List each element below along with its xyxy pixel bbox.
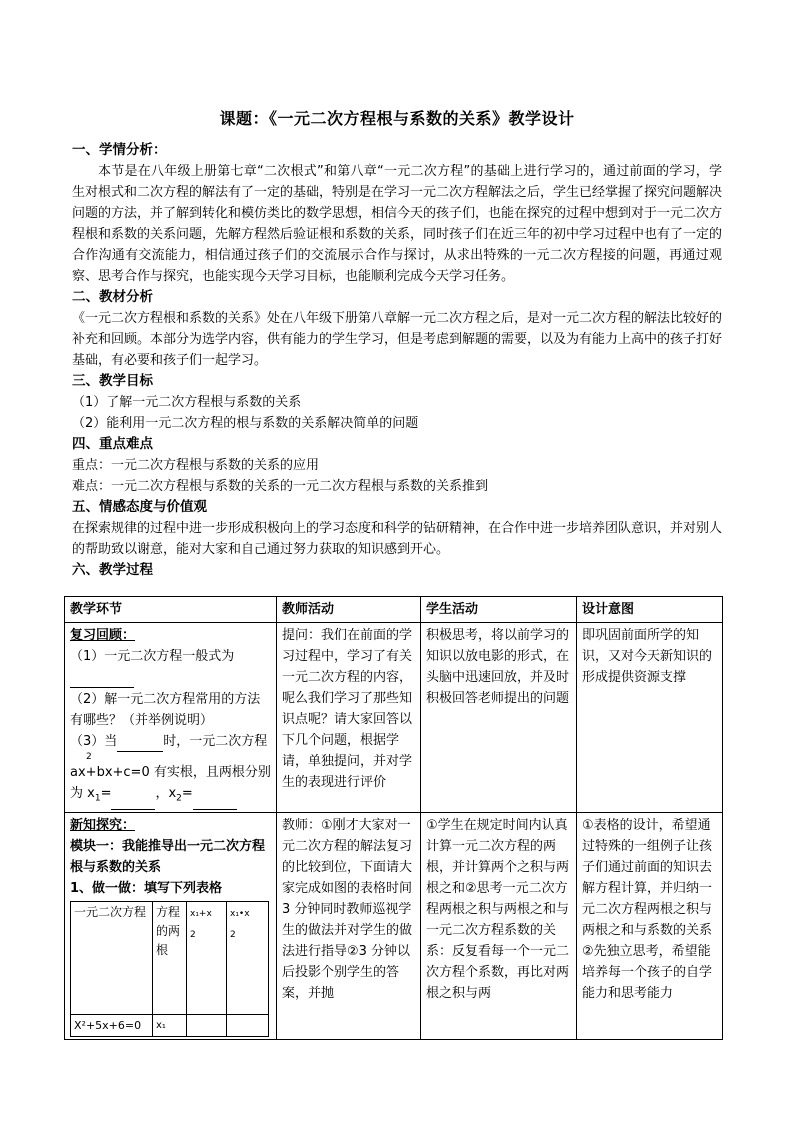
document-body [72,140,722,581]
answer-blank [117,737,163,752]
teaching-process-table [64,596,723,1040]
inner-header-equation: 一元二次方程 [71,901,153,1014]
table-row [65,812,723,1039]
new-knowledge-title: 新知探究： [70,817,136,833]
key-point: 重点：一元二次方程根与系数的关系的应用 [72,458,320,473]
review-title: 复习回顾： [70,628,136,643]
review-question-2: （2）解一元二次方程常用的方法有哪些？（并举例说明） [70,692,261,728]
roots-line: 为 $x_1=$ ，$x_2=$ [70,783,271,810]
inner-header-roots: 方程的两根 [153,901,187,1014]
section-heading-1: 一、学情分析： [72,142,167,158]
section-heading-3: 三、教学目标 [72,373,153,389]
header-teacher-activity: 教师活动 [277,597,421,623]
teacher-activity-cell: 教师：①刚才大家对一元二次方程的解法复习的比较到位，下面请大家完成如图的表格时间 3 分钟同时教师巡视学生的做法并对学生的做法进行指导②3 分钟以后投影个别学生的答案，并抛 [277,812,421,1039]
table-row [65,623,723,813]
review-cell [65,623,277,813]
teacher-activity-cell: 提问：我们在前面的学习过程中，学习了有关一元二次方程的内容，呢么我们学习了那些知识点呢？请大家回答以下几个问题，根据学请，单独提问，并对学生的表现进行评价 [277,623,421,813]
answer-blank [70,673,134,688]
section-heading-2: 二、教材分析 [72,289,153,305]
header-student-activity: 学生活动 [421,597,577,623]
design-intent-cell: ①表格的设计，希望通过特殊的一组例子让孩子们通过前面的知识去解方程计算，并归纳一元二次方程两根之积与两根之和与系数的关系②先独立思考，希望能培养每一个孩子的自学能力和思考能力 [577,812,723,1039]
exponent: 2 [86,752,92,762]
student-activity-cell: 积极思考，将以前学习的知识以放电影的形式，在头脑中迅速回放，并及时积极回答老师提出的问题 [421,623,577,813]
roots-table [70,901,269,1037]
task-title: 1、做一做：填写下列表格 [70,880,223,896]
equation-line: ax+bx+c=0 有实根，且两根分别 [70,765,271,780]
inner-header-product: x₁•x 2 [227,901,269,1014]
objective-1: （1）了解一元二次方程根与系数的关系 [72,395,302,410]
inner-equation-1: X²+5x+6=0 [71,1014,153,1036]
objective-2: （2）能利用一元二次方程的根与系数的关系解决简单的问题 [72,416,419,431]
header-design-intent: 设计意图 [577,597,723,623]
section-heading-5: 五、情感态度与价值观 [72,499,207,515]
review-question-1: （1）一元二次方程一般式为 [70,649,235,664]
module-title: 模块一：我能推导出一元二次方程根与系数的关系 [70,838,266,875]
difficult-point: 难点：一元二次方程根与系数的关系的一元二次方程根与系数的关系推到 [72,479,489,494]
header-teaching-stage: 教学环节 [65,597,277,623]
student-activity-cell: ①学生在规定时间内认真计算一元二次方程的两根，并计算两个之积与两根之和②思考一元二次方程两根之积与两根之和与一元二次方程系数的关系：反复看每一个一元二次方程个系数，再比对两根之积与两 [421,812,577,1039]
table-header-row [65,597,723,623]
section-body-1: 本节是在八年级上册第七章“二次根式”和第八章“一元二次方程”的基础上进行学习的，通过前面的学习，学生对根式和二次方程的解法有了一定的基础，特别是在学习一元二次方程解法之后，学生已经掌握了探究问题解决问题的方法，并了解到转化和模仿类比的数学思想，相信今天的孩子们，也能在探究的过程中想到对于一元二次方程根和系数的关系问题，先解方程然后验证根和系数的关系，同时孩子们在近三年的初中学习过程中也有了一定的合作沟通有交流能力，相信通过孩子们的交流展示合作与探讨，从求出特殊的一元二次方程接的问题，再通过观察、思考合作与探究，也能实现今天学习目标，也能顺利完成今天学习任务。 [72,164,723,284]
design-intent-cell: 即巩固前面所学的知识，又对今天新知识的形成提供资源支撑 [577,623,723,813]
review-question-3: （3）当 时，一元二次方程 [70,731,271,752]
answer-blank [111,795,155,810]
section-heading-4: 四、重点难点 [72,436,153,452]
new-knowledge-cell [65,812,277,1039]
inner-header-sum: x₁+x 2 [187,901,227,1014]
section-body-5: 在探索规律的过程中进一步形成积极向上的学习态度和科学的钻研精神，在合作中进一步培养团队意识，并对别人的帮助致以谢意，能对大家和自己通过努力获取的知识感到开心。 [72,521,723,557]
answer-blank [193,795,237,810]
section-heading-6: 六、教学过程 [72,562,153,578]
page-title: 课题：《一元二次方程根与系数的关系》教学设计 [219,109,575,128]
section-body-2: 《一元二次方程根和系数的关系》处在八年级下册第八章解一元二次方程之后，是对一元二次方程的解法比较好的补充和回顾。本部分为选学内容，供有能力的学生学习，但是考虑到解题的需要，以及为有能力上高中的孩子打好基础，有必要和孩子们一起学习。 [72,311,723,368]
inner-root-1: x₁ [153,1014,187,1036]
